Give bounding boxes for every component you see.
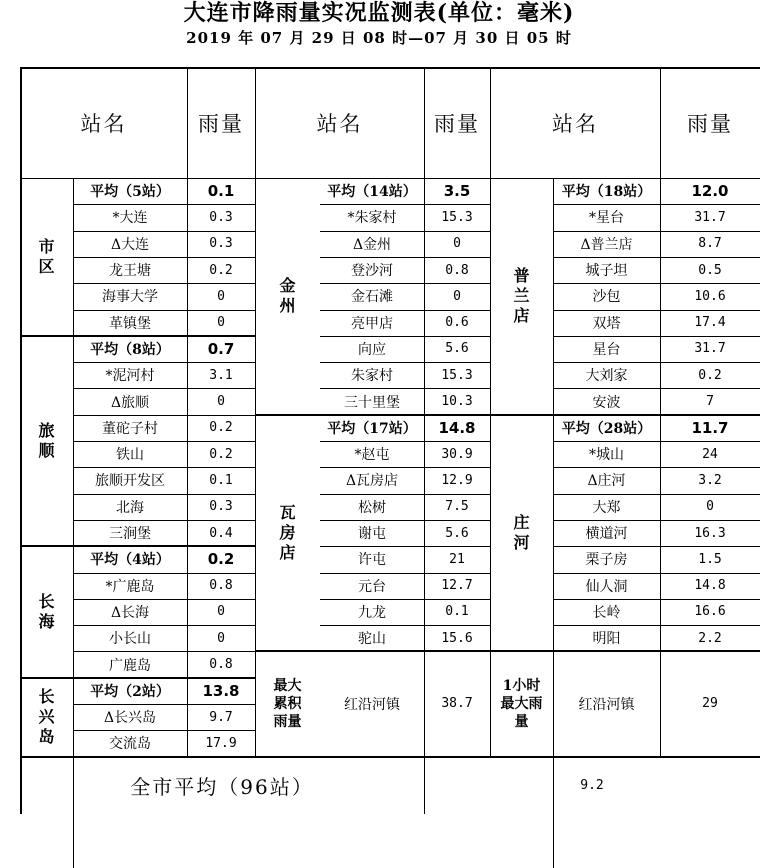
district-label-char: 长: [38, 591, 55, 611]
station-value: 31.7: [694, 341, 726, 357]
station-value: 15.6: [441, 630, 473, 646]
rainfall-table: [0, 67, 760, 812]
station-value: 10.6: [694, 288, 726, 304]
avg-value: 14.8: [438, 418, 476, 437]
station-name: 向应: [358, 341, 386, 358]
station-name: 金石滩: [351, 289, 393, 306]
station-name: 小长山: [109, 631, 151, 648]
station-name: *赵屯: [354, 447, 390, 464]
station-name: 元台: [358, 578, 386, 595]
station-value: 8.7: [698, 236, 722, 252]
station-name: 仙人洞: [585, 578, 628, 595]
station-name: 旅顺开发区: [95, 473, 165, 490]
avg-value: 3.5: [443, 182, 471, 201]
max-label-right: [490, 651, 553, 756]
district-label-char: 普: [513, 266, 530, 286]
district-label: [490, 178, 553, 415]
station-value: 31.7: [694, 209, 726, 225]
station-value: 0.2: [698, 367, 722, 383]
station-name: 安波: [592, 394, 621, 411]
header-station-right: 站名: [552, 111, 598, 136]
station-value: 17.4: [694, 315, 726, 331]
avg-label: 平均（8站）: [90, 341, 170, 358]
station-name: 革镇堡: [109, 315, 151, 332]
station-value: 0: [217, 394, 225, 410]
station-name: *大连: [112, 210, 148, 227]
station-name: 大郑: [592, 499, 621, 516]
station-name: Δ庄河: [587, 473, 626, 490]
district-label-char: 旅: [38, 420, 55, 440]
station-name: 双塔: [592, 315, 621, 332]
station-name: *城山: [589, 447, 624, 464]
station-value: 0.4: [209, 525, 233, 541]
max-station-middle: 红沿河镇: [344, 696, 400, 713]
station-value: 5.6: [445, 341, 469, 357]
citywide-avg-label: 全市平均（96站）: [130, 774, 314, 799]
avg-value: 12.0: [691, 182, 729, 201]
station-name: 北海: [116, 499, 144, 516]
avg-label: 平均（28站）: [561, 420, 652, 437]
station-name: 龙王塘: [109, 263, 151, 280]
station-value: 9.7: [209, 709, 233, 725]
district-label-char: 市: [38, 236, 55, 256]
max-station-right: 红沿河镇: [578, 696, 635, 713]
station-name: 长岭: [592, 604, 621, 621]
district-label: [20, 336, 73, 546]
station-value: 0.3: [209, 209, 233, 225]
avg-label: 平均（5站）: [90, 184, 170, 201]
district-label-char: 河: [513, 533, 530, 553]
station-name: *广鹿岛: [105, 578, 155, 595]
district-label-char: 房: [279, 523, 296, 543]
max-label-line: 最大雨: [500, 695, 543, 712]
avg-label: 平均（17站）: [327, 420, 417, 437]
station-name: Δ长兴岛: [103, 710, 157, 727]
station-name: 董砣子村: [102, 420, 158, 437]
district-label-char: 长: [38, 687, 55, 707]
station-value: 0: [453, 236, 461, 252]
station-name: Δ瓦房店: [345, 473, 399, 490]
station-name: 三涧堡: [109, 526, 151, 543]
station-value: 0.1: [209, 472, 233, 488]
max-label-line: 最大: [273, 677, 302, 694]
station-name: 登沙河: [351, 263, 393, 280]
station-name: Δ大连: [110, 236, 150, 253]
district-label: [490, 415, 553, 652]
district-label: [20, 546, 73, 678]
station-value: 12.9: [441, 472, 473, 488]
station-name: 城子坦: [585, 263, 628, 280]
district-label-char: 岛: [38, 727, 55, 747]
max-value-middle: 38.7: [441, 696, 473, 712]
station-name: 九龙: [358, 604, 386, 621]
station-name: 明阳: [592, 631, 621, 648]
citywide-avg-value: 9.2: [580, 777, 604, 793]
station-value: 0.8: [209, 657, 233, 673]
station-name: 三十里堡: [344, 394, 400, 411]
station-value: 0: [217, 288, 225, 304]
max-label-line: 雨量: [273, 713, 302, 730]
header-rain-middle: 雨量: [434, 111, 480, 136]
district-label-char: 庄: [513, 513, 530, 533]
station-value: 0.2: [209, 262, 233, 278]
avg-value: 0.1: [207, 182, 235, 201]
district-label: [255, 178, 320, 415]
district-label: [20, 678, 73, 757]
district-label-char: 区: [38, 256, 55, 276]
page-subtitle: 2019 年 07 月 29 日 08 时—07 月 30 日 05 时: [186, 29, 572, 47]
header-station-middle: 站名: [316, 111, 363, 136]
station-name: 交流岛: [109, 736, 151, 753]
station-name: 海事大学: [102, 289, 158, 306]
station-value: 7.5: [445, 499, 469, 515]
avg-label: 平均（4站）: [90, 552, 170, 569]
max-value-right: 29: [702, 696, 718, 712]
station-value: 2.2: [698, 630, 722, 646]
district-label-char: 瓦: [279, 503, 296, 523]
station-value: 14.8: [694, 578, 726, 594]
station-value: 10.3: [441, 394, 473, 410]
avg-value: 0.7: [207, 339, 235, 358]
station-name: 星台: [592, 341, 621, 358]
station-name: 横道河: [585, 526, 628, 543]
station-value: 0: [217, 630, 225, 646]
district-label-char: 店: [513, 306, 530, 326]
header-rain-left: 雨量: [198, 111, 244, 136]
avg-label: 平均（18站）: [561, 184, 652, 201]
station-name: 谢屯: [358, 526, 386, 543]
district-label-char: 州: [279, 296, 296, 316]
station-value: 0.5: [698, 262, 722, 278]
header-rain-right: 雨量: [687, 111, 733, 136]
station-value: 0.3: [209, 236, 233, 252]
station-name: 许屯: [358, 552, 386, 569]
station-name: Δ普兰店: [580, 236, 633, 253]
station-name: Δ金州: [352, 236, 392, 253]
station-value: 3.2: [698, 472, 722, 488]
station-value: 0.2: [209, 420, 233, 436]
station-value: 15.3: [441, 209, 473, 225]
station-name: 栗子房: [585, 552, 628, 569]
station-value: 0.6: [445, 315, 469, 331]
district-label-char: 顺: [38, 440, 55, 460]
avg-label: 平均（14站）: [327, 184, 417, 201]
district-label-char: 金: [279, 276, 296, 296]
station-value: 16.6: [694, 604, 726, 620]
station-value: 3.1: [209, 367, 233, 383]
station-value: 0.2: [209, 446, 233, 462]
station-value: 30.9: [441, 446, 473, 462]
station-value: 5.6: [445, 525, 469, 541]
district-label-char: 兰: [513, 286, 530, 306]
station-value: 1.5: [698, 551, 722, 567]
station-name: Δ旅顺: [110, 394, 150, 411]
station-value: 16.3: [694, 525, 726, 541]
district-label-char: 兴: [38, 707, 55, 727]
max-label-line: 1小时: [502, 677, 541, 694]
avg-label: 平均（2站）: [90, 683, 170, 700]
station-name: Δ长海: [110, 604, 150, 621]
station-name: 沙包: [592, 289, 621, 306]
station-value: 0: [217, 604, 225, 620]
station-value: 0: [217, 315, 225, 331]
station-name: *星台: [589, 210, 624, 227]
station-value: 17.9: [205, 735, 237, 751]
header-station-left: 站名: [80, 111, 127, 136]
avg-value: 11.7: [691, 418, 729, 437]
avg-value: 0.2: [207, 550, 235, 569]
station-value: 7: [706, 394, 714, 410]
district-label-char: 店: [279, 543, 296, 563]
station-value: 15.3: [441, 367, 473, 383]
station-value: 0.3: [209, 499, 233, 515]
page-title: 大连市降雨量实况监测表(单位：毫米): [183, 0, 575, 26]
max-label-middle: [255, 651, 320, 756]
station-name: 亮甲店: [351, 315, 393, 332]
station-value: 21: [449, 551, 465, 567]
station-name: 驼山: [358, 631, 386, 648]
avg-value: 13.8: [202, 681, 240, 700]
station-value: 24: [702, 446, 718, 462]
district-label-char: 海: [38, 611, 55, 631]
district-label: [255, 415, 320, 652]
station-value: 0: [453, 288, 461, 304]
max-label-line: 累积: [273, 695, 302, 712]
station-value: 0: [706, 499, 714, 515]
station-value: 0.8: [209, 578, 233, 594]
station-value: 0.1: [445, 604, 469, 620]
station-name: 大刘家: [585, 368, 628, 385]
station-name: 松树: [358, 499, 386, 516]
station-name: *泥河村: [105, 368, 155, 385]
station-name: 朱家村: [351, 368, 393, 385]
station-name: *朱家村: [347, 210, 397, 227]
station-value: 0.8: [445, 262, 469, 278]
station-name: 铁山: [116, 447, 144, 464]
station-value: 12.7: [441, 578, 473, 594]
station-name: 广鹿岛: [109, 657, 151, 674]
district-label: [20, 178, 73, 336]
max-label-line: 量: [514, 713, 529, 730]
